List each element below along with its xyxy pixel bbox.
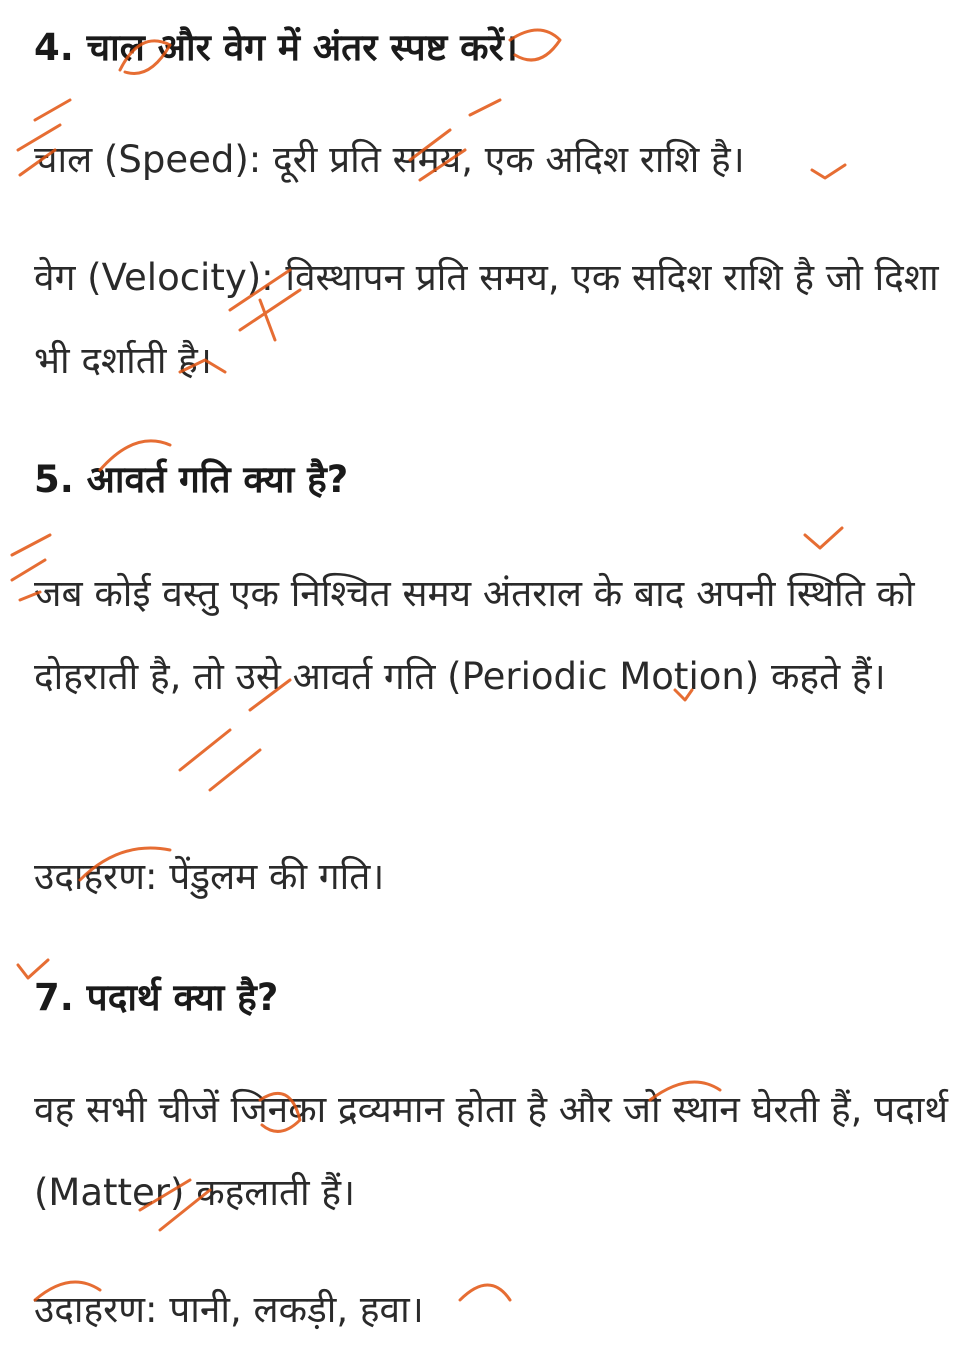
periodic-motion-example: उदाहरण: पेंडुलम की गति। (34, 855, 385, 898)
matter-definition: वह सभी चीजें जिनका द्रव्यमान होता है और जो स्थान घेरती हैं, पदार्थ (Matter) कहलाती हैं। (34, 1088, 949, 1214)
velocity-definition: वेग (Velocity): विस्थापन प्रति समय, एक सदिश राशि है जो दिशा भी दर्शाती है। (34, 256, 939, 382)
speed-definition: चाल (Speed): दूरी प्रति समय, एक अदिश राशि है। (34, 138, 745, 181)
matter-example: उदाहरण: पानी, लकड़ी, हवा। (34, 1288, 424, 1331)
question-5-heading: 5. आवर्त गति क्या है? (34, 458, 349, 501)
periodic-motion-definition: जब कोई वस्तु एक निश्चित समय अंतराल के बाद अपनी स्थिति को दोहराती है, तो उसे आवर्त गति (Periodic Motion) कहते हैं। (34, 572, 915, 698)
question-7-heading: 7. पदार्थ क्या है? (34, 976, 279, 1019)
question-4-heading: 4. चाल और वेग में अंतर स्पष्ट करें। (34, 26, 518, 69)
watermark-stroke (805, 528, 842, 548)
